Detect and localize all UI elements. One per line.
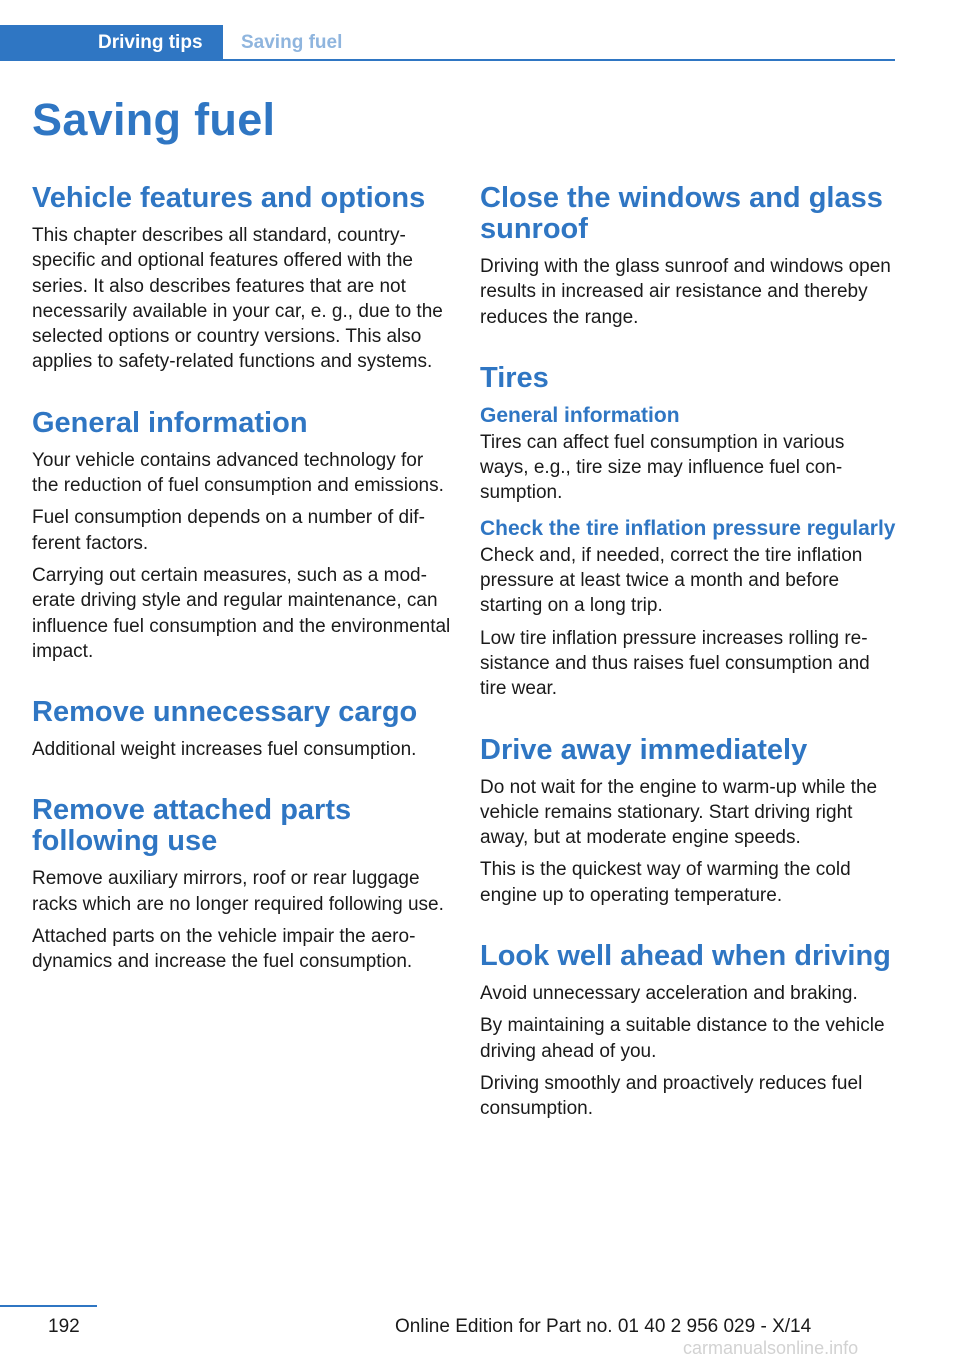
paragraph: Tires can affect fuel consumption in various ways, e.g., tire size may influence fuel consumption.	[480, 431, 845, 504]
paragraph: Remove auxiliary mirrors, roof or rear luggage racks which are no longer required following use.	[32, 868, 444, 915]
subsection-tires-general	[480, 403, 898, 506]
section-remove-attached-parts	[32, 795, 452, 974]
section-vehicle-features	[32, 183, 452, 375]
page-title: Saving fuel	[32, 94, 276, 145]
section-drive-away	[480, 735, 898, 908]
subsection-heading: Check the tire inflation pressure regularly	[480, 516, 896, 540]
paragraph: Attached parts on the vehicle impair the aerodynamics and increase the fuel consumption.	[32, 926, 416, 973]
right-column	[480, 183, 898, 1155]
header-divider	[0, 59, 895, 61]
paragraph: Additional weight increases fuel consumption.	[32, 739, 417, 761]
section-heading: Vehicle features and options	[32, 182, 426, 214]
footer-divider	[0, 1305, 97, 1307]
paragraph: Carrying out certain measures, such as a moderate driving style and regular maintenance, can influence fuel consumption and the environmental impact.	[32, 564, 451, 662]
paragraph: Do not wait for the engine to warm-up while the vehicle remains stationary. Start driving right away, but at moderate engine speeds.	[480, 776, 878, 849]
paragraph: Your vehicle contains advanced technology for the reduction of fuel consumption and emissions.	[32, 449, 444, 497]
paragraph: Check and, if needed, correct the tire inflation pressure at least twice a month and before starting on a long trip.	[480, 544, 863, 617]
section-heading: General information	[32, 406, 308, 439]
section-remove-cargo	[32, 697, 452, 762]
section-heading: Remove unnecessary cargo	[32, 696, 418, 729]
page-number: 192	[48, 1316, 80, 1337]
site-watermark: carmanualsonline.info	[683, 1338, 859, 1358]
section-heading: Drive away immediately	[480, 733, 808, 766]
subsection-tire-pressure	[480, 516, 898, 702]
paragraph: This chapter describes all standard, country-specific and optional features offered with the series. It also describes features that are not necessarily available in your car, e. g., due to the selected options or country versions. This also applies to safety-related functions and systems.	[32, 225, 443, 373]
tab-driving-tips[interactable]: Driving tips	[0, 25, 223, 61]
section-tires	[480, 363, 898, 702]
subsection-heading: General information	[480, 403, 680, 427]
chapter-tab-bar	[0, 25, 895, 61]
paragraph: Driving smoothly and proactively reduces fuel consumption.	[480, 1072, 863, 1120]
left-column	[32, 183, 452, 1008]
section-look-ahead	[480, 941, 898, 1121]
paragraph: By maintaining a suitable distance to the vehicle driving ahead of you.	[480, 1015, 885, 1062]
paragraph: Driving with the glass sunroof and windows open results in increased air resistance and thereby reduces the range.	[480, 256, 891, 328]
paragraph: Avoid unnecessary acceleration and braking.	[480, 983, 858, 1005]
section-heading: Look well ahead when driving	[480, 940, 891, 973]
section-general-information	[32, 408, 452, 664]
paragraph: Fuel consumption depends on a number of different factors.	[32, 507, 425, 554]
tab-saving-fuel[interactable]: Saving fuel	[241, 32, 343, 53]
paragraph: This is the quickest way of warming the cold engine up to operating temperature.	[480, 859, 851, 906]
section-heading: Tires	[480, 361, 549, 394]
section-close-windows	[480, 183, 898, 330]
section-heading: Close the windows and glass sunroof	[480, 182, 883, 245]
edition-note: Online Edition for Part no. 01 40 2 956 029 - X/14	[395, 1316, 812, 1337]
section-heading: Remove attached parts following use	[32, 794, 352, 858]
paragraph: Low tire inflation pressure increases rolling resistance and thus raises fuel consumption and tire wear.	[480, 627, 870, 700]
